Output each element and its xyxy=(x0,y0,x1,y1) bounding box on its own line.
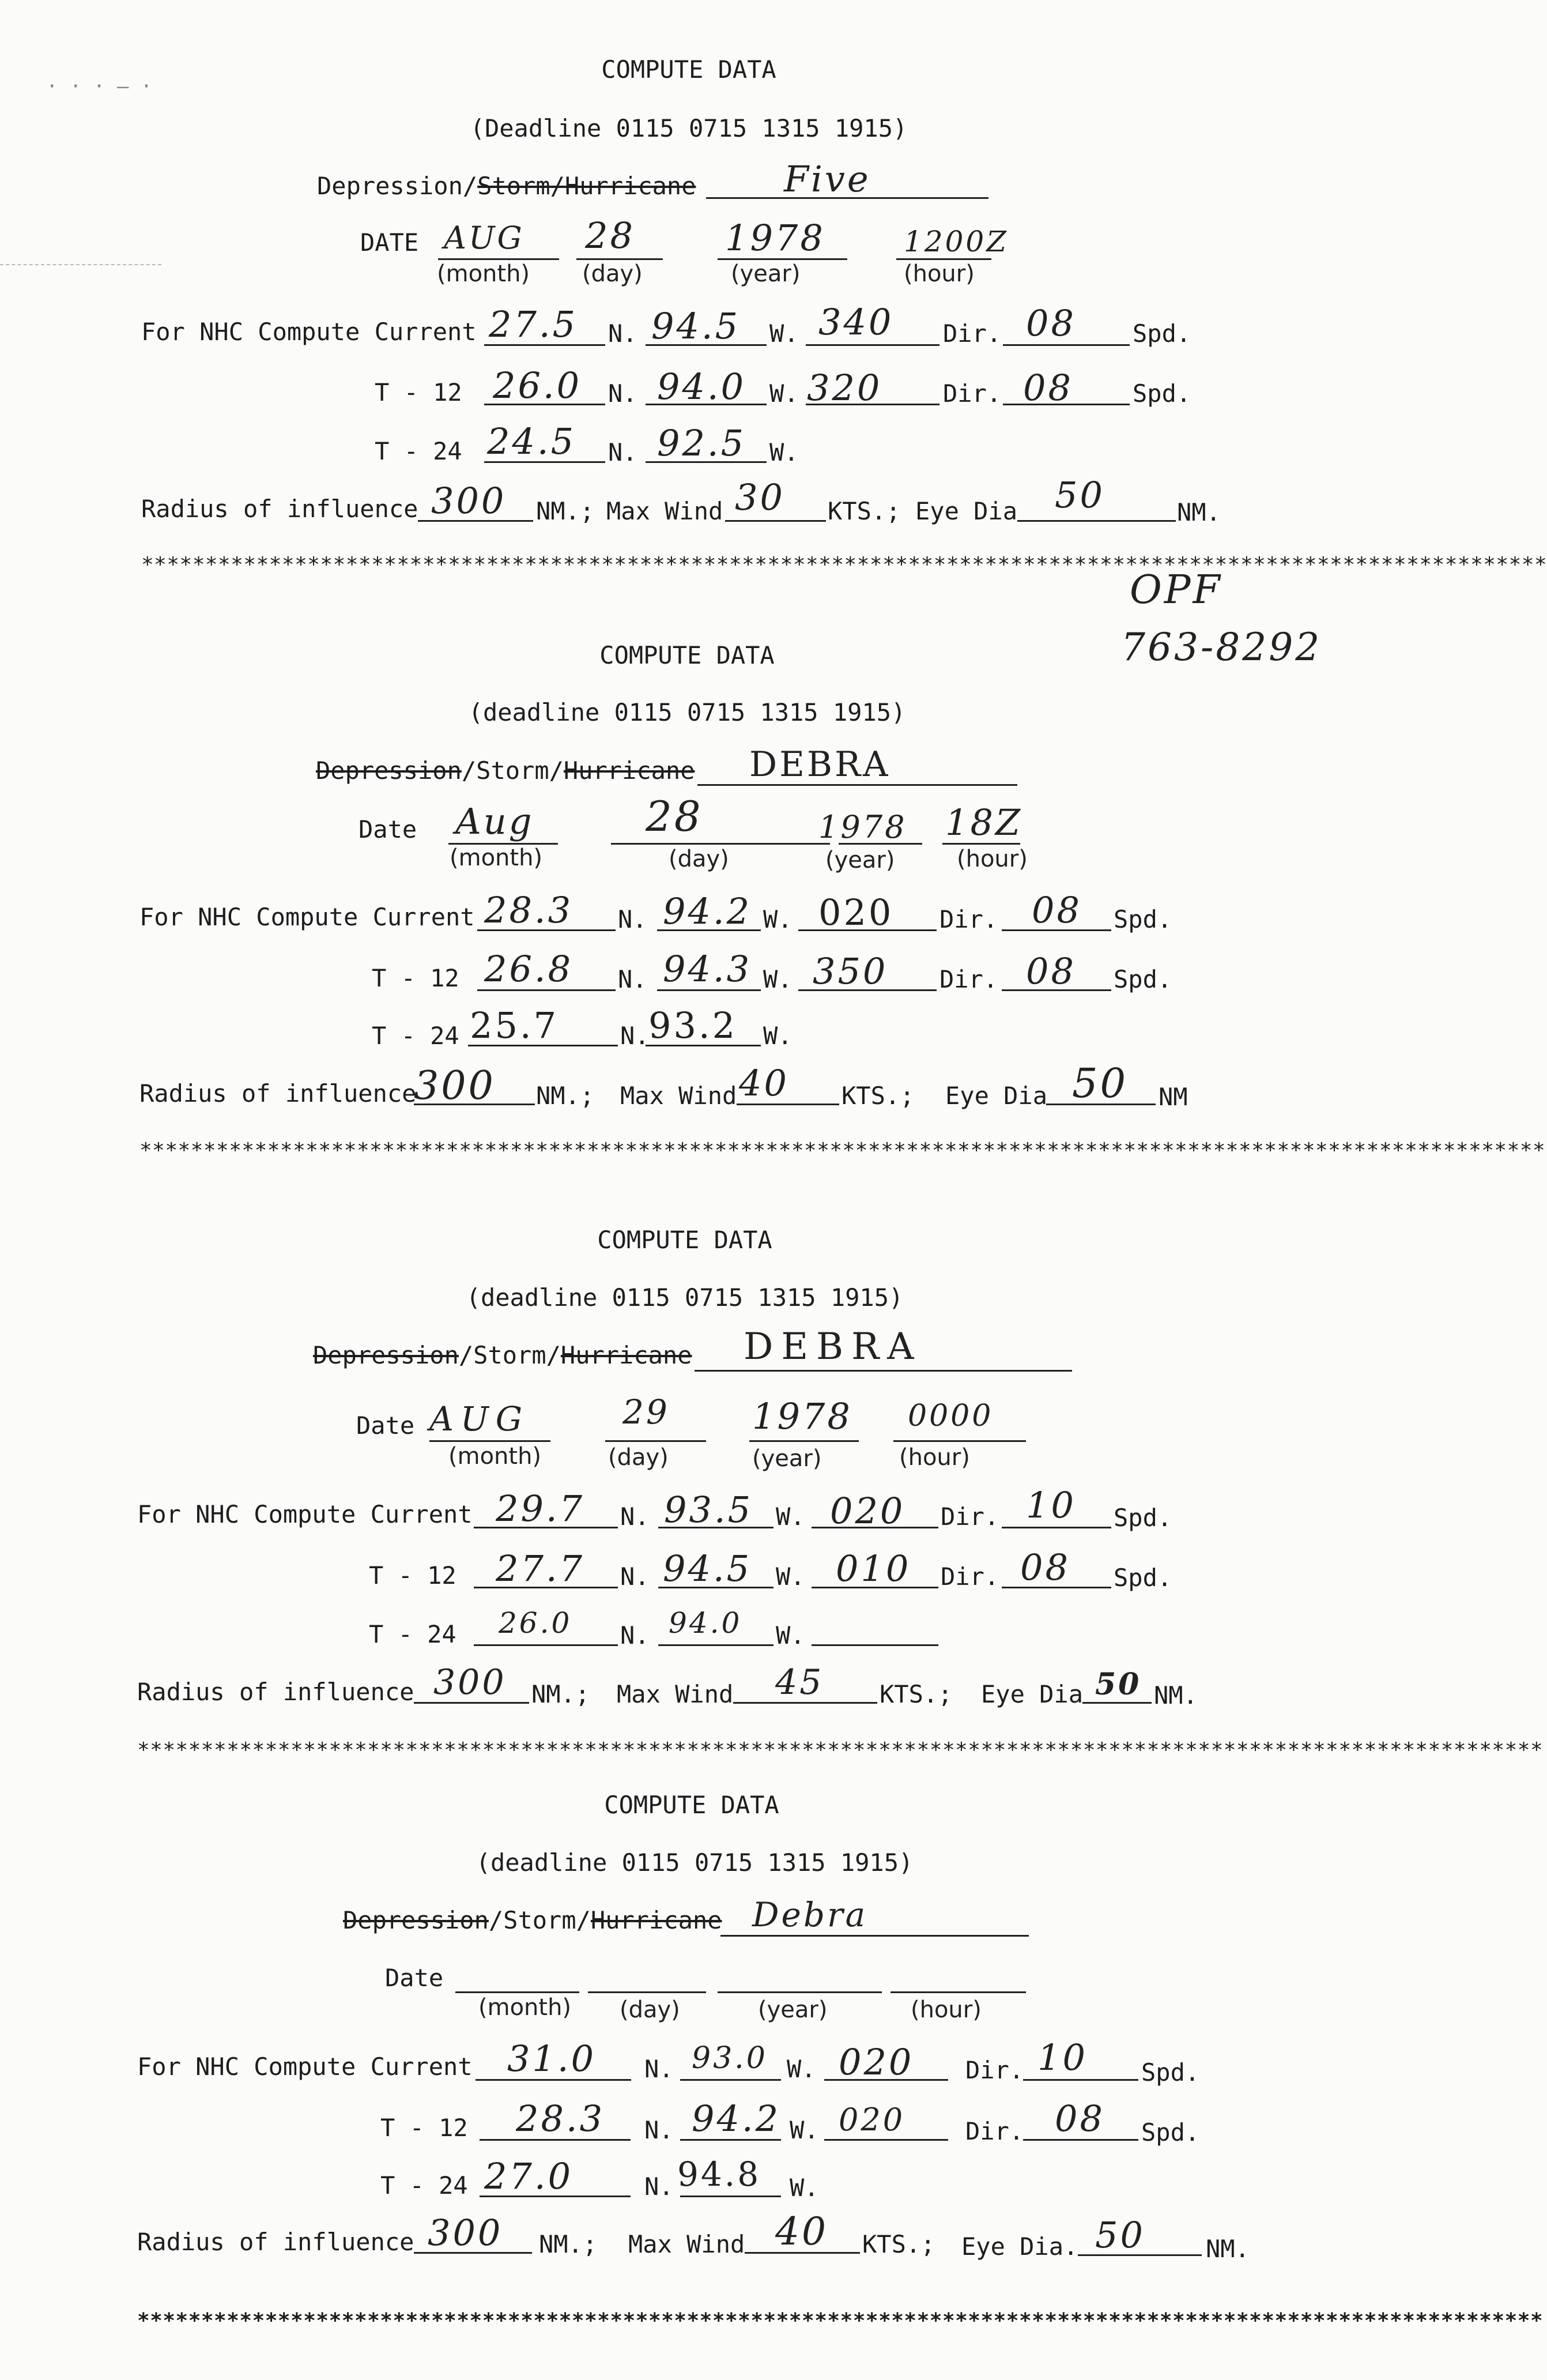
form-2-year-sublabel: (year) xyxy=(825,847,895,873)
form-4-title: COMPUTE DATA xyxy=(604,1791,779,1819)
form-3-t12-spd-value: 08 xyxy=(1020,1546,1070,1588)
form-1-eyedia-unit: NM. xyxy=(1177,498,1221,526)
form-2-hour-value: 18Z xyxy=(945,801,1022,843)
form-3-deadline: (deadline 0115 0715 1315 1915) xyxy=(466,1283,904,1312)
form-1-t12-n-value: 26.0 xyxy=(493,364,582,406)
form-1-maxwind-label: Max Wind xyxy=(606,497,723,525)
form-4-t24-n-value: 27.0 xyxy=(484,2155,573,2197)
form-2-t12-label: T - 12 xyxy=(372,964,459,992)
form-1-day-sublabel: (day) xyxy=(582,261,643,287)
form-4-eyedia-label: Eye Dia. xyxy=(961,2232,1078,2261)
form-4-maxwind-value: 40 xyxy=(775,2209,828,2254)
form-4-t12-w-value: 94.2 xyxy=(692,2097,781,2140)
form-1-title: COMPUTE DATA xyxy=(601,55,776,84)
form-1-current-dir-label: Dir. xyxy=(943,319,1002,348)
form-1-day-line xyxy=(576,258,663,260)
form-4-day-sublabel: (day) xyxy=(620,1997,680,2023)
form-4-current-dir-value: 020 xyxy=(839,2041,914,2083)
form-3-radius-value: 300 xyxy=(433,1662,507,1703)
form-2-maxwind-label: Max Wind xyxy=(620,1082,737,1110)
form-3-maxwind-label: Max Wind xyxy=(617,1680,734,1708)
form-3-current-spd-line xyxy=(1002,1527,1111,1528)
form-2-current-label: For NHC Compute Current xyxy=(139,903,475,931)
form-3-year-sublabel: (year) xyxy=(752,1445,822,1472)
form-4-day-line xyxy=(588,1991,706,1993)
form-2-t24-n-value: 25.7 xyxy=(470,1004,559,1046)
separator-2: ************************************************************************************************************** xyxy=(139,1139,1546,1162)
form-2-eyedia-unit: NM xyxy=(1159,1083,1188,1111)
separator-4: ************************************************************************************************************** xyxy=(137,2309,1544,2333)
form-3-type-value: DEBRA xyxy=(744,1325,922,1368)
form-1-eyedia-value: 50 xyxy=(1055,474,1105,516)
form-2-current-dir-value: 020 xyxy=(818,891,894,933)
form-1-type-value: Five xyxy=(784,158,871,200)
form-3-eyedia-label: Eye Dia xyxy=(981,1680,1084,1708)
form-4-current-dir-label: Dir. xyxy=(965,2056,1024,2084)
form-1-current-n-value: 27.5 xyxy=(489,303,578,345)
form-1-hour-line xyxy=(896,258,991,260)
form-4-eyedia-unit: NM. xyxy=(1206,2235,1250,2263)
form-4-t24-w-label: W. xyxy=(790,2174,819,2202)
form-1-year-value: 1978 xyxy=(725,217,825,259)
form-1-month-line xyxy=(438,258,559,260)
form-2-t12-n-value: 26.8 xyxy=(484,948,573,990)
form-2-hour-sublabel: (hour) xyxy=(957,846,1028,872)
form-2-radius-label: Radius of influence xyxy=(139,1079,417,1108)
form-2-maxwind-value: 40 xyxy=(739,1062,789,1104)
form-3-t12-w-value: 94.5 xyxy=(663,1547,752,1590)
form-2-year-value: 1978 xyxy=(818,809,907,845)
form-3-t12-spd-label: Spd. xyxy=(1114,1564,1172,1592)
form-3-day-value: 29 xyxy=(622,1392,670,1432)
form-3-month-line xyxy=(429,1440,550,1442)
form-3-current-n-label: N. xyxy=(620,1502,650,1531)
form-3-eyedia-value: 50 xyxy=(1095,1667,1142,1702)
form-4-t12-dir-value: 020 xyxy=(839,2102,905,2138)
form-1-radius-unit: NM.; xyxy=(536,497,595,525)
form-2-radius-value: 300 xyxy=(414,1063,496,1109)
form-4-radius-value: 300 xyxy=(428,2212,503,2254)
form-4-current-n-label: N. xyxy=(644,2055,674,2083)
form-4-current-n-value: 31.0 xyxy=(507,2038,597,2080)
form-2-t12-spd-label: Spd. xyxy=(1114,965,1172,993)
form-3-current-dir-value: 020 xyxy=(830,1490,905,1532)
form-2-current-n-label: N. xyxy=(618,905,647,933)
form-4-t24-w-value: 94.8 xyxy=(677,2155,761,2194)
form-2-radius-unit: NM.; xyxy=(536,1082,595,1110)
form-3-date-label: Date xyxy=(356,1411,415,1440)
form-3-current-n-value: 29.7 xyxy=(496,1488,585,1530)
form-4-year-line xyxy=(718,1991,882,1993)
form-4-t12-w-label: W. xyxy=(790,2116,819,2144)
scan-smudge: · · · – · xyxy=(46,75,153,98)
form-4-t12-dir-label: Dir. xyxy=(965,2117,1024,2145)
form-3-current-dir-label: Dir. xyxy=(941,1502,999,1531)
form-3-current-w-value: 93.5 xyxy=(664,1489,753,1531)
form-3-hour-sublabel: (hour) xyxy=(899,1444,970,1471)
form-1-t24-w-value: 92.5 xyxy=(657,422,746,464)
form-2-date-label: Date xyxy=(359,815,417,843)
form-3-t12-dir-value: 010 xyxy=(836,1547,911,1590)
form-3-t24-w-line xyxy=(658,1644,773,1646)
form-4-current-label: For NHC Compute Current xyxy=(137,2053,473,2081)
form-2-deadline: (deadline 0115 0715 1315 1915) xyxy=(468,698,906,726)
form-4-hour-sublabel: (hour) xyxy=(911,1997,982,2023)
form-1-deadline: (Deadline 0115 0715 1315 1915) xyxy=(470,114,908,142)
form-4-radius-unit: NM.; xyxy=(539,2230,598,2258)
form-1-t24-n-value: 24.5 xyxy=(487,420,576,462)
form-2-type-label: Depression/Storm/Hurricane xyxy=(316,756,695,785)
form-3-day-line xyxy=(605,1440,706,1442)
form-2-t12-dir-label: Dir. xyxy=(939,965,998,993)
form-1-maxwind-value: 30 xyxy=(735,476,785,518)
scan-artifact-line xyxy=(0,264,161,265)
form-4-t12-spd-label: Spd. xyxy=(1141,2118,1200,2146)
form-1-t12-spd-label: Spd. xyxy=(1133,379,1191,408)
form-3-radius-unit: NM.; xyxy=(531,1680,590,1708)
form-4-type-value: Debra xyxy=(752,1895,868,1934)
form-2-day-sublabel: (day) xyxy=(669,846,729,872)
form-2-current-dir-label: Dir. xyxy=(939,905,998,933)
form-3-current-label: For NHC Compute Current xyxy=(137,1500,473,1528)
form-2-t24-w-label: W. xyxy=(763,1022,793,1050)
form-1-current-dir-line xyxy=(806,344,939,346)
form-1-current-w-label: W. xyxy=(769,319,799,348)
form-4-month-sublabel: (month) xyxy=(478,1994,572,2021)
form-2-month-value: Aug xyxy=(455,800,534,842)
form-4-date-label: Date xyxy=(385,1964,444,1992)
form-1-year-sublabel: (year) xyxy=(731,261,801,287)
form-4-current-spd-label: Spd. xyxy=(1141,2058,1200,2087)
form-1-t12-spd-value: 08 xyxy=(1023,367,1073,409)
form-1-t12-w-value: 94.0 xyxy=(657,366,746,408)
form-4-t12-n-value: 28.3 xyxy=(516,2097,605,2140)
form-1-radius-label: Radius of influence xyxy=(141,495,418,523)
form-3-year-line xyxy=(749,1440,859,1442)
form-4-current-w-value: 93.0 xyxy=(692,2041,768,2076)
form-2-current-w-value: 94.2 xyxy=(663,890,752,932)
form-4-eyedia-value: 50 xyxy=(1095,2214,1145,2256)
form-4-type-line xyxy=(720,1935,1029,1937)
form-1-t24-label: T - 24 xyxy=(375,437,462,465)
form-1-eyedia-line xyxy=(1017,520,1176,522)
form-3-hour-line xyxy=(893,1440,1026,1442)
form-4-t12-dir-line xyxy=(824,2139,948,2141)
form-1-t24-w-label: W. xyxy=(769,438,799,466)
form-2-t12-spd-value: 08 xyxy=(1026,950,1076,992)
form-2-title: COMPUTE DATA xyxy=(599,641,775,669)
form-1-maxwind-line xyxy=(725,520,826,522)
form-2-day-value: 28 xyxy=(646,792,703,841)
scan-artifact-mark xyxy=(1458,1326,1478,1346)
form-1-current-n-label: N. xyxy=(608,319,637,348)
form-2-month-sublabel: (month) xyxy=(450,845,543,871)
separator-3: ************************************************************************************************************** xyxy=(137,1738,1544,1762)
form-4-t24-w-line xyxy=(680,2196,781,2197)
form-3-month-sublabel: (month) xyxy=(448,1443,542,1470)
form-1-hour-sublabel: (hour) xyxy=(904,261,975,287)
form-1-current-spd-label: Spd. xyxy=(1133,319,1191,348)
form-4-type-label: Depression/Storm/Hurricane xyxy=(343,1906,722,1934)
form-1-day-value: 28 xyxy=(585,214,635,257)
form-3-current-w-label: W. xyxy=(776,1502,805,1531)
form-1-month-value: AUG xyxy=(444,220,525,256)
form-4-maxwind-label: Max Wind xyxy=(628,2230,745,2258)
form-4-t24-n-label: N. xyxy=(644,2172,674,2201)
form-4-t24-label: T - 24 xyxy=(380,2171,468,2200)
form-2-t24-w-value: 93.2 xyxy=(648,1004,738,1046)
form-3-t12-dir-label: Dir. xyxy=(941,1562,999,1591)
form-1-month-sublabel: (month) xyxy=(437,261,530,287)
form-1-current-w-value: 94.5 xyxy=(651,305,741,347)
form-3-t24-w-value: 94.0 xyxy=(669,1606,742,1640)
form-2-day-line xyxy=(611,843,830,845)
form-2-t24-n-label: N. xyxy=(620,1022,650,1050)
form-3-current-spd-label: Spd. xyxy=(1114,1504,1172,1532)
form-4-t12-label: T - 12 xyxy=(380,2114,468,2142)
form-1-t12-label: T - 12 xyxy=(375,378,462,406)
form-3-month-value: AUG xyxy=(429,1399,530,1438)
form-2-current-spd-label: Spd. xyxy=(1114,905,1172,933)
form-3-t24-n-line xyxy=(474,1644,618,1646)
separator-1: ************************************************************************************************************** xyxy=(141,553,1547,577)
form-1-current-spd-line xyxy=(1003,344,1130,346)
form-1-hour-value: 1200Z xyxy=(904,225,1009,258)
form-1-t24-n-label: N. xyxy=(608,438,637,466)
form-1-current-dir-value: 340 xyxy=(818,301,894,343)
form-1-radius-value: 300 xyxy=(431,480,507,522)
form-4-t12-n-label: N. xyxy=(644,2116,674,2144)
form-1-current-spd-value: 08 xyxy=(1026,302,1076,344)
form-3-title: COMPUTE DATA xyxy=(597,1226,772,1254)
form-1-t12-dir-value: 320 xyxy=(807,367,882,409)
form-2-t12-n-label: N. xyxy=(618,965,647,993)
form-3-year-value: 1978 xyxy=(752,1395,852,1437)
form-2-eyedia-label: Eye Dia xyxy=(945,1082,1048,1110)
form-2-type-value: DEBRA xyxy=(749,744,891,785)
form-3-eyedia-line xyxy=(1082,1702,1152,1704)
form-1-type-label: Depression/Storm/Hurricane xyxy=(317,172,696,200)
form-3-type-line xyxy=(695,1370,1072,1372)
margin-note-line2: 763-8292 xyxy=(1121,625,1322,669)
form-1-current-label: For NHC Compute Current xyxy=(141,318,477,346)
form-3-hour-value: 0000 xyxy=(908,1399,994,1433)
form-3-eyedia-unit: NM. xyxy=(1154,1681,1198,1709)
form-1-date-label: DATE xyxy=(360,228,419,257)
form-1-t12-n-label: N. xyxy=(608,379,637,408)
form-4-current-spd-value: 10 xyxy=(1037,2036,1088,2078)
form-3-day-sublabel: (day) xyxy=(608,1444,669,1471)
form-3-t24-label: T - 24 xyxy=(369,1620,456,1648)
form-3-t12-n-value: 27.7 xyxy=(496,1547,585,1590)
form-2-current-n-value: 28.3 xyxy=(484,889,573,931)
form-3-t24-n-label: N. xyxy=(620,1621,650,1650)
form-2-t12-w-value: 94.3 xyxy=(663,948,752,990)
form-3-t24-extra-line xyxy=(812,1644,938,1646)
form-4-deadline: (deadline 0115 0715 1315 1915) xyxy=(476,1848,914,1877)
form-1-eyedia-label: Eye Dia xyxy=(915,497,1018,525)
form-4-hour-line xyxy=(891,1991,1026,1993)
form-2-t12-w-label: W. xyxy=(763,965,793,993)
form-2-current-w-label: W. xyxy=(763,905,793,933)
margin-note-line1: OPF xyxy=(1130,567,1222,613)
form-2-t12-dir-value: 350 xyxy=(813,950,888,992)
form-3-t12-w-label: W. xyxy=(776,1562,805,1591)
form-4-current-spd-line xyxy=(1023,2079,1138,2081)
form-1-t12-w-label: W. xyxy=(769,379,799,408)
form-3-t24-w-label: W. xyxy=(776,1621,805,1650)
form-2-eyedia-value: 50 xyxy=(1072,1060,1129,1107)
form-3-t12-label: T - 12 xyxy=(369,1561,456,1590)
form-4-month-line xyxy=(455,1991,579,1993)
form-3-t12-n-label: N. xyxy=(620,1562,650,1591)
form-2-current-spd-value: 08 xyxy=(1032,889,1082,931)
form-3-type-label: Depression/Storm/Hurricane xyxy=(313,1341,692,1369)
form-4-radius-label: Radius of influence xyxy=(137,2228,414,2256)
form-4-current-w-line xyxy=(680,2079,781,2081)
form-3-t24-n-value: 26.0 xyxy=(499,1606,572,1640)
form-3-radius-label: Radius of influence xyxy=(137,1678,414,1706)
form-3-kts-unit: KTS.; xyxy=(880,1680,953,1708)
form-2-kts-unit: KTS.; xyxy=(842,1082,915,1110)
form-4-year-sublabel: (year) xyxy=(758,1997,828,2023)
form-1-kts-unit: KTS.; xyxy=(828,497,901,525)
form-1-t12-dir-label: Dir. xyxy=(943,379,1002,408)
form-4-current-w-label: W. xyxy=(787,2055,816,2083)
form-3-maxwind-value: 45 xyxy=(775,1662,824,1703)
form-3-current-spd-value: 10 xyxy=(1026,1484,1076,1526)
form-2-t24-label: T - 24 xyxy=(372,1022,459,1050)
form-4-t12-spd-value: 08 xyxy=(1055,2097,1105,2140)
form-4-kts-unit: KTS.; xyxy=(862,2230,935,2258)
